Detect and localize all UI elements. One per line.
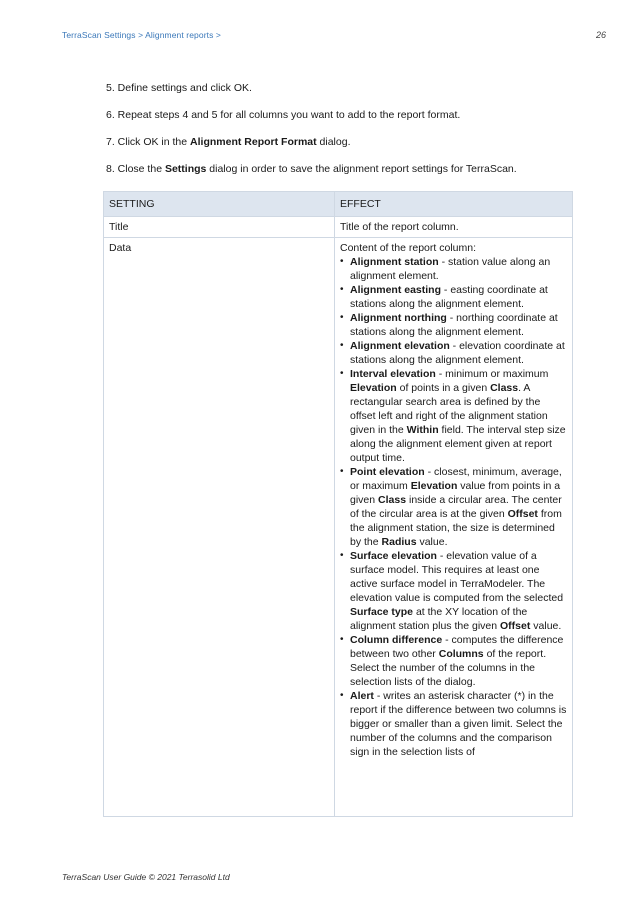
bold-term: Elevation — [350, 382, 397, 394]
step-5 — [106, 81, 586, 95]
option-desc: of the report. Select the number of the columns in the selection lists of the dialog. — [350, 648, 547, 688]
step-bold-term: Settings — [164, 163, 207, 175]
table-row-title — [104, 217, 573, 238]
content-options-list — [340, 255, 567, 759]
option-name: Column difference — [350, 634, 443, 646]
option-desc: value from points in a given — [350, 480, 561, 506]
option-desc: value. — [416, 536, 448, 548]
option-desc: from the alignment station, the size is determined by the — [350, 508, 562, 548]
bullet-icon: • — [340, 284, 344, 295]
option-name: Alert — [350, 690, 374, 702]
option-desc: - station value along an alignment element. — [350, 256, 551, 282]
bold-term: Radius — [381, 536, 417, 548]
cell-setting: Data — [104, 238, 335, 817]
option-desc: - writes an asterisk character (*) in the report if the difference between two columns is bigger or smaller than a given limit. Select the number of the columns and the comparison sign in the selection lists of — [350, 690, 567, 758]
bold-term: Offset — [500, 620, 531, 632]
header-effect: EFFECT — [335, 192, 573, 217]
bullet-icon: • — [340, 634, 344, 645]
option-desc: inside a circular area. The center of the circular area is at the given — [350, 494, 562, 520]
option-desc: - elevation value of a surface model. This requires at least one active surface model in TerraModeler. The elevation value is computed from the selected — [350, 550, 564, 604]
step-text: 6. Repeat steps 4 and 5 for all columns you want to add to the report format. — [106, 109, 461, 121]
bullet-icon: • — [340, 550, 344, 561]
table-header-row — [104, 192, 573, 217]
bold-term: Elevation — [410, 480, 458, 492]
option-desc: - minimum or maximum — [435, 368, 549, 380]
page-number: 26 — [595, 30, 606, 40]
list-item — [340, 339, 567, 367]
option-name: Alignment northing — [350, 312, 447, 324]
step-text: 8. Close the — [106, 163, 165, 175]
bullet-icon: • — [340, 690, 344, 701]
option-desc: field. The interval step size along the alignment element given at report output time. — [350, 424, 566, 464]
step-6 — [106, 108, 586, 122]
page-footer: TerraScan User Guide © 2021 Terrasolid Ltd — [62, 872, 230, 882]
header-setting: SETTING — [104, 192, 335, 217]
list-item — [340, 283, 567, 311]
option-desc: - northing coordinate at stations along the alignment element. — [350, 312, 558, 338]
cell-effect — [335, 238, 573, 817]
bullet-icon: • — [340, 256, 344, 267]
option-name: Surface elevation — [350, 550, 437, 562]
settings-table — [103, 191, 573, 817]
bullet-icon: • — [340, 466, 344, 477]
cell-effect: Title of the report column. — [335, 217, 573, 238]
option-desc: - easting coordinate at stations along the alignment element. — [350, 284, 548, 310]
bullet-icon: • — [340, 340, 344, 351]
option-name: Interval elevation — [350, 368, 436, 380]
cell-setting: Title — [104, 217, 335, 238]
bullet-icon: • — [340, 368, 344, 379]
bold-term: Columns — [438, 648, 484, 660]
bullet-icon: • — [340, 312, 344, 323]
step-7 — [106, 135, 586, 149]
option-name: Alignment elevation — [350, 340, 450, 352]
list-item — [340, 255, 567, 283]
list-item — [340, 367, 567, 465]
bold-term: Within — [406, 424, 439, 436]
option-desc: at the XY location of the alignment station plus the given — [350, 606, 528, 632]
option-desc: of points in a given — [396, 382, 491, 394]
table-row-data — [104, 238, 573, 817]
option-desc: - closest, minimum, average, or maximum — [350, 466, 562, 492]
bold-term: Offset — [507, 508, 538, 520]
step-text: 7. Click OK in the — [106, 136, 191, 148]
steps-list — [106, 81, 586, 189]
step-text: dialog in order to save the alignment report settings for TerraScan. — [206, 163, 517, 175]
option-desc: - elevation coordinate at stations along the alignment element. — [350, 340, 565, 366]
option-name: Point elevation — [350, 466, 425, 478]
list-item — [340, 633, 567, 689]
bold-term: Surface type — [350, 606, 414, 618]
step-bold-term: Alignment Report Format — [190, 136, 317, 148]
option-desc: value. — [530, 620, 562, 632]
list-item — [340, 689, 567, 759]
effect-intro: Content of the report column: — [340, 242, 476, 254]
list-item — [340, 465, 567, 549]
option-desc: - computes the difference between two other — [350, 634, 564, 660]
option-name: Alignment easting — [350, 284, 442, 296]
step-text: 5. Define settings and click OK. — [106, 82, 252, 94]
option-desc: . A rectangular search area is defined by the offset left and right of the alignment station given in the — [350, 382, 548, 436]
step-text: dialog. — [316, 136, 351, 148]
bold-term: Class — [378, 494, 407, 506]
list-item — [340, 549, 567, 633]
step-8 — [106, 162, 586, 176]
breadcrumb: TerraScan Settings > Alignment reports > — [62, 30, 221, 40]
option-name: Alignment station — [350, 256, 439, 268]
bold-term: Class — [490, 382, 519, 394]
list-item — [340, 311, 567, 339]
